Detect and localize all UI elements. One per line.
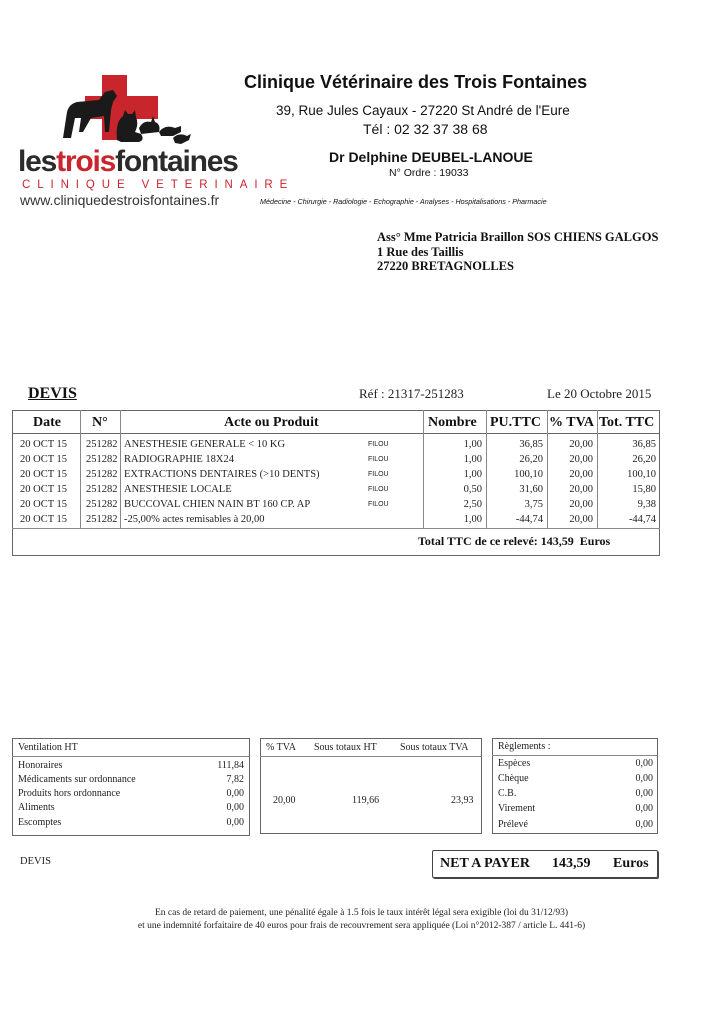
column-divider — [597, 410, 598, 528]
row-tva: 20,00 — [569, 439, 593, 450]
row-date: 20 OCT 15 — [20, 439, 68, 450]
devis-footer-label: DEVIS — [20, 856, 51, 867]
net-a-payer-label: NET A PAYER — [440, 856, 530, 871]
reglements-title: Règlements : — [498, 741, 551, 752]
total-currency: Euros — [579, 534, 611, 548]
row-number: 251282 — [86, 454, 118, 465]
row-nombre: 2,50 — [463, 499, 482, 510]
reglement-label: C.B. — [498, 788, 517, 799]
ventilation-value: 111,84 — [217, 760, 244, 771]
row-nombre: 1,00 — [463, 439, 482, 450]
row-nombre: 1,00 — [463, 454, 482, 465]
header-date: Date — [33, 415, 61, 430]
logo-subtitle: CLINIQUE VETERINAIRE — [22, 179, 295, 191]
net-a-payer-currency: Euros — [613, 856, 649, 871]
recipient-name: Ass° Mme Patricia Braillon SOS CHIENS GALGOS — [377, 230, 659, 244]
row-date: 20 OCT 15 — [20, 484, 68, 495]
reglement-label: Prélevé — [498, 819, 528, 830]
row-pu: 31,60 — [519, 484, 543, 495]
logo-word-les: les — [18, 145, 57, 178]
total-ttc-line — [418, 534, 610, 549]
row-date: 20 OCT 15 — [20, 454, 68, 465]
column-divider — [120, 410, 121, 528]
ventilation-label: Médicaments sur ordonnance — [18, 774, 136, 785]
row-number: 251282 — [86, 499, 118, 510]
reglements-divider — [492, 755, 658, 756]
tva-tva-value: 23,93 — [451, 795, 474, 806]
reglement-label: Chèque — [498, 773, 529, 784]
row-pu: 26,20 — [519, 454, 543, 465]
clinic-address: 39, Rue Jules Cayaux - 27220 St André de l'Eure — [276, 103, 570, 118]
reglement-label: Virement — [498, 803, 536, 814]
row-total: 100,10 — [627, 469, 656, 480]
row-tva: 20,00 — [569, 454, 593, 465]
doctor-name: Dr Delphine DEUBEL-LANOUE — [329, 149, 533, 165]
row-total: 36,85 — [632, 439, 656, 450]
ventilation-value: 0,00 — [226, 802, 244, 813]
ventilation-value: 7,82 — [226, 774, 244, 785]
reglement-label: Espèces — [498, 758, 531, 769]
legal-notice-line1: En cas de retard de paiement, une pénalité égale à 1.5 fois le taux intérêt légal sera exigible (loi du 31/12/93) — [154, 908, 569, 918]
legal-notice-line2: et une indemnité forfaitaire de 40 euros pour frais de recouvrement sera appliquée (Loi n°2012-387 / article L. 441-6) — [137, 921, 586, 931]
row-tva: 20,00 — [569, 514, 593, 525]
red-cross-animals-icon — [55, 70, 195, 156]
row-date: 20 OCT 15 — [20, 499, 68, 510]
row-nombre: 0,50 — [463, 484, 482, 495]
reglement-value: 0,00 — [635, 803, 653, 814]
row-nombre: 1,00 — [463, 514, 482, 525]
recipient-address — [377, 230, 658, 274]
total-label: Total TTC de ce relevé: — [418, 534, 538, 548]
ventilation-label: Honoraires — [18, 760, 63, 771]
column-divider — [423, 410, 424, 528]
net-a-payer-value: 143,59 — [552, 856, 591, 871]
tva-rate-value: 20,00 — [273, 795, 296, 806]
header-total: Tot. TTC — [599, 415, 655, 430]
row-total: 9,38 — [637, 499, 656, 510]
column-divider — [486, 410, 487, 528]
row-animal: FILOU — [368, 441, 389, 448]
row-animal: FILOU — [368, 456, 389, 463]
column-divider — [547, 410, 548, 528]
row-number: 251282 — [86, 439, 118, 450]
tva-header-ht: Sous totaux HT — [314, 742, 377, 753]
row-pu: 36,85 — [519, 439, 543, 450]
ventilation-label: Produits hors ordonnance — [18, 788, 121, 799]
document-date: Le 20 Octobre 2015 — [547, 386, 652, 401]
recipient-street: 1 Rue des Taillis — [377, 244, 464, 259]
reglement-value: 0,00 — [635, 819, 653, 830]
total-value: 143,59 — [540, 534, 574, 548]
row-animal: FILOU — [368, 501, 389, 508]
tva-ht-value: 119,66 — [352, 795, 380, 806]
row-tva: 20,00 — [569, 499, 593, 510]
row-pu: 3,75 — [524, 499, 543, 510]
reglement-value: 0,00 — [635, 773, 653, 784]
document-title: DEVIS — [28, 385, 77, 402]
logo-word-fontaines: fontaines — [115, 145, 238, 178]
reglement-value: 0,00 — [635, 758, 653, 769]
logo-word-trois: trois — [56, 145, 116, 178]
reglement-value: 0,00 — [635, 788, 653, 799]
row-date: 20 OCT 15 — [20, 469, 68, 480]
ordre-number: N° Ordre : 19033 — [389, 167, 469, 179]
clinic-name: Clinique Vétérinaire des Trois Fontaines — [244, 72, 588, 92]
row-date: 20 OCT 15 — [20, 514, 68, 525]
row-number: 251282 — [86, 514, 118, 525]
clinic-services: Médecine - Chirurgie - Radiologie - Echographie - Analyses - Hospitalisations - Pharmacie — [260, 197, 547, 206]
header-pu: PU.TTC — [490, 415, 541, 430]
header-acte: Acte ou Produit — [224, 415, 319, 430]
recipient-city: 27220 BRETAGNOLLES — [377, 259, 514, 273]
row-acte: RADIOGRAPHIE 18X24 — [124, 454, 234, 465]
ventilation-value: 0,00 — [226, 788, 244, 799]
header-nombre: Nombre — [428, 415, 477, 430]
header-number: N° — [92, 415, 108, 430]
ventilation-label: Escomptes — [18, 817, 62, 828]
row-acte: BUCCOVAL CHIEN NAIN BT 160 CP. AP — [124, 499, 311, 510]
row-acte: -25,00% actes remisables à 20,00 — [124, 514, 265, 525]
row-acte: EXTRACTIONS DENTAIRES (>10 DENTS) — [124, 469, 320, 480]
row-total: 26,20 — [632, 454, 656, 465]
clinic-logo-graphic — [55, 70, 195, 156]
clinic-website: www.cliniquedestroisfontaines.fr — [20, 192, 220, 208]
ventilation-title: Ventilation HT — [18, 742, 78, 753]
header-tva: % TVA — [549, 415, 595, 430]
row-number: 251282 — [86, 469, 118, 480]
logo-wordmark — [18, 145, 238, 179]
tva-summary-divider — [260, 756, 482, 757]
row-nombre: 1,00 — [463, 469, 482, 480]
column-divider — [80, 410, 81, 528]
row-acte: ANESTHESIE LOCALE — [124, 484, 232, 495]
row-acte: ANESTHESIE GENERALE < 10 KG — [124, 439, 286, 450]
reference-number: Réf : 21317-251283 — [359, 386, 464, 401]
row-pu: -44,74 — [515, 514, 543, 525]
tva-header-rate: % TVA — [266, 742, 296, 753]
ventilation-value: 0,00 — [226, 817, 244, 828]
row-number: 251282 — [86, 484, 118, 495]
ventilation-divider — [12, 756, 250, 757]
table-body-bottom-line — [12, 528, 660, 529]
row-tva: 20,00 — [569, 469, 593, 480]
tva-header-tva: Sous totaux TVA — [400, 742, 469, 753]
row-animal: FILOU — [368, 471, 389, 478]
ventilation-label: Aliments — [18, 802, 55, 813]
row-pu: 100,10 — [514, 469, 543, 480]
row-tva: 20,00 — [569, 484, 593, 495]
row-total: -44,74 — [628, 514, 656, 525]
row-total: 15,80 — [632, 484, 656, 495]
clinic-phone: Tél : 02 32 37 38 68 — [363, 121, 488, 137]
row-animal: FILOU — [368, 486, 389, 493]
